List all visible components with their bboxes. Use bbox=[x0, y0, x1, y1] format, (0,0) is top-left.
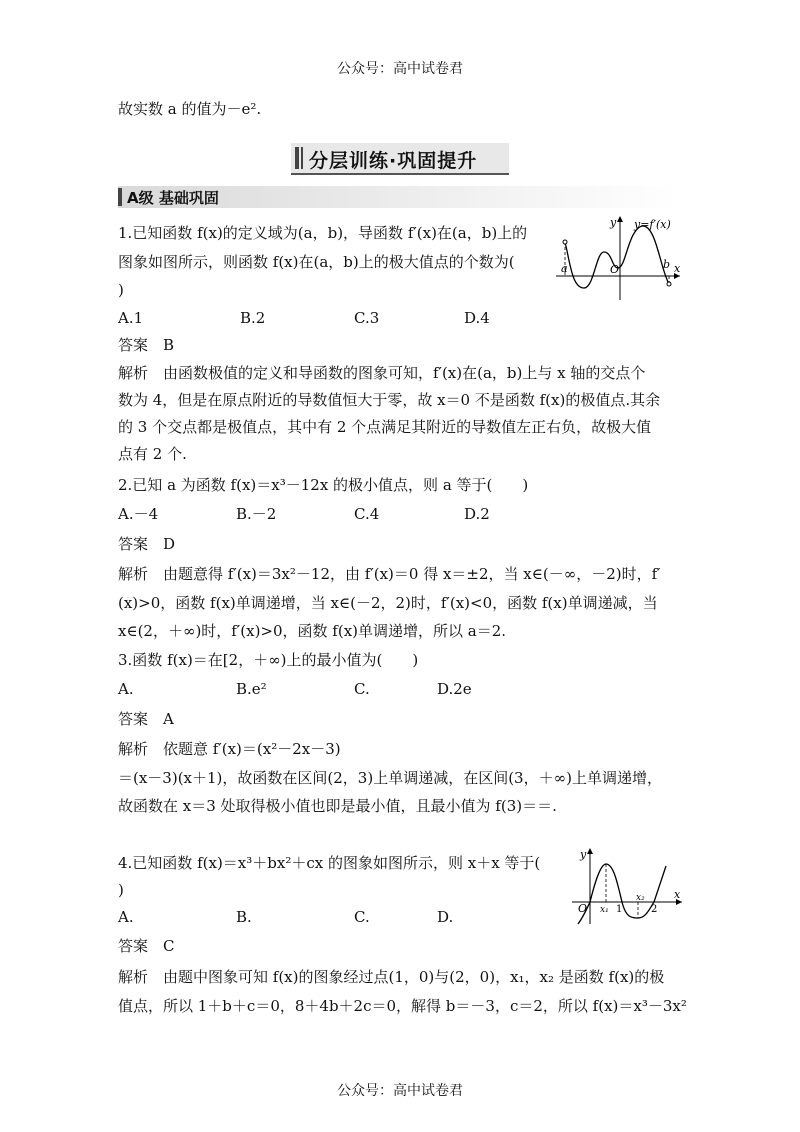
q3-analysis-line-3: 故函数在 x＝3 处取得极小值也即是最小值，且最小值为 f(3)＝＝. bbox=[118, 797, 557, 815]
q4-function-graph bbox=[566, 846, 686, 926]
q3-option-d: D.2e bbox=[437, 680, 472, 698]
q1-graph-fn-label: y=f′(x) bbox=[634, 218, 671, 231]
q2-analysis-line-2: (x)>0，函数 f(x)单调递增，当 x∈(－2，2)时，f′(x)<0，函数 f(x)单调递减，当 bbox=[118, 594, 658, 612]
page-header: 公众号：高中试卷君 bbox=[337, 61, 463, 77]
banner-mark-thin bbox=[301, 147, 303, 169]
q4-graph-x-label: x bbox=[674, 888, 681, 901]
level-title: A级 基础巩固 bbox=[127, 189, 219, 207]
q1-answer: 答案 B bbox=[118, 336, 175, 354]
q1-graph-b-label: b bbox=[663, 258, 671, 271]
q1-stem-line-3: ) bbox=[118, 281, 124, 299]
q4-option-b: B. bbox=[236, 908, 252, 926]
level-heading bbox=[118, 186, 678, 208]
q1-stem-line-1: 1.已知函数 f(x)的定义域为(a，b)，导函数 f′(x)在(a，b)上的 bbox=[118, 224, 528, 242]
q3-option-b: B.e² bbox=[236, 680, 267, 698]
q4-option-c: C. bbox=[354, 908, 370, 926]
q4-analysis-line-1: 解析 由题中图象可知 f(x)的图象经过点(1，0)与(2，0)，x₁，x₂ 是函数 f(x)的极 bbox=[118, 968, 665, 986]
q4-graph-two-label: 2 bbox=[651, 904, 658, 915]
page-footer: 公众号：高中试卷君 bbox=[337, 1083, 463, 1099]
q4-graph-y-label: y bbox=[580, 848, 587, 861]
q3-option-a: A. bbox=[118, 680, 134, 698]
level-mark bbox=[118, 188, 122, 206]
q3-stem: 3.函数 f(x)＝在[2，＋∞)上的最小值为( ) bbox=[118, 651, 419, 669]
q2-analysis-line-1: 解析 由题意得 f′(x)＝3x²－12，由 f′(x)＝0 得 x＝±2，当 x∈(－∞，－2)时，f′ bbox=[118, 565, 661, 583]
q1-option-a: A.1 bbox=[118, 309, 144, 327]
section-banner bbox=[291, 143, 509, 175]
q4-option-d: D. bbox=[437, 908, 454, 926]
q1-analysis-line-4: 点有 2 个. bbox=[118, 445, 187, 463]
q1-option-c: C.3 bbox=[354, 309, 380, 327]
q1-analysis-line-2: 数为 4，但是在原点附近的导数值恒大于零，故 x＝0 不是函数 f(x)的极值点.其余 bbox=[118, 391, 661, 409]
q1-derivative-graph bbox=[556, 212, 686, 302]
q2-answer: 答案 D bbox=[118, 535, 176, 553]
q1-graph-x-label: x bbox=[674, 262, 681, 275]
q4-analysis-line-2: 值点，所以 1＋b＋c＝0，8＋4b＋2c＝0，解得 b＝－3，c＝2，所以 f(x)＝x³－3x² bbox=[118, 997, 687, 1015]
q3-answer: 答案 A bbox=[118, 710, 174, 728]
q1-analysis-line-1: 解析 由函数极值的定义和导函数的图象可知，f′(x)在(a，b)上与 x 轴的交点个 bbox=[118, 364, 646, 382]
q4-stem-line-1: 4.已知函数 f(x)＝x³＋bx²＋cx 的图象如图所示，则 x＋x 等于( bbox=[118, 854, 541, 872]
q4-graph-origin-label: O bbox=[578, 902, 588, 915]
q2-stem: 2.已知 a 为函数 f(x)＝x³－12x 的极小值点，则 a 等于( ) bbox=[118, 476, 529, 494]
q1-stem-line-2: 图象如图所示，则函数 f(x)在(a，b)上的极大值点的个数为( bbox=[118, 253, 515, 271]
q4-option-a: A. bbox=[118, 908, 134, 926]
q3-analysis-line-2: ＝(x－3)(x＋1)，故函数在区间(2，3)上单调递减，在区间(3，＋∞)上单调递增， bbox=[118, 769, 662, 787]
intro-line: 故实数 a 的值为－e². bbox=[118, 100, 262, 118]
q2-analysis-line-3: x∈(2，＋∞)时，f′(x)>0，函数 f(x)单调递增，所以 a＝2. bbox=[118, 622, 507, 640]
q4-answer: 答案 C bbox=[118, 937, 175, 955]
q1-option-d: D.4 bbox=[464, 309, 490, 327]
q1-analysis-line-3: 的 3 个交点都是极值点，其中有 2 个点满足其附近的导数值左正右负，故极大值 bbox=[118, 418, 652, 436]
q4-stem-line-2: ) bbox=[118, 881, 124, 899]
q3-analysis-line-1: 解析 依题意 f′(x)＝(x²－2x－3) bbox=[118, 740, 341, 758]
q2-option-b: B.－2 bbox=[236, 505, 277, 523]
q2-option-c: C.4 bbox=[354, 505, 380, 523]
section-title: 分层训练·巩固提升 bbox=[309, 150, 478, 172]
q2-option-a: A.－4 bbox=[118, 505, 159, 523]
q1-graph-y-label: y bbox=[610, 216, 617, 229]
q2-option-d: D.2 bbox=[464, 505, 490, 523]
q1-graph-origin-label: O bbox=[610, 263, 620, 276]
q4-graph-x2-label: x₂ bbox=[636, 893, 645, 903]
q4-graph-one-label: 1 bbox=[616, 904, 623, 915]
q4-graph-x1-label: x₁ bbox=[600, 905, 609, 915]
q1-graph-a-label: a bbox=[561, 262, 568, 275]
q3-option-c: C. bbox=[354, 680, 370, 698]
banner-mark bbox=[295, 147, 299, 169]
q1-option-b: B.2 bbox=[240, 309, 266, 327]
